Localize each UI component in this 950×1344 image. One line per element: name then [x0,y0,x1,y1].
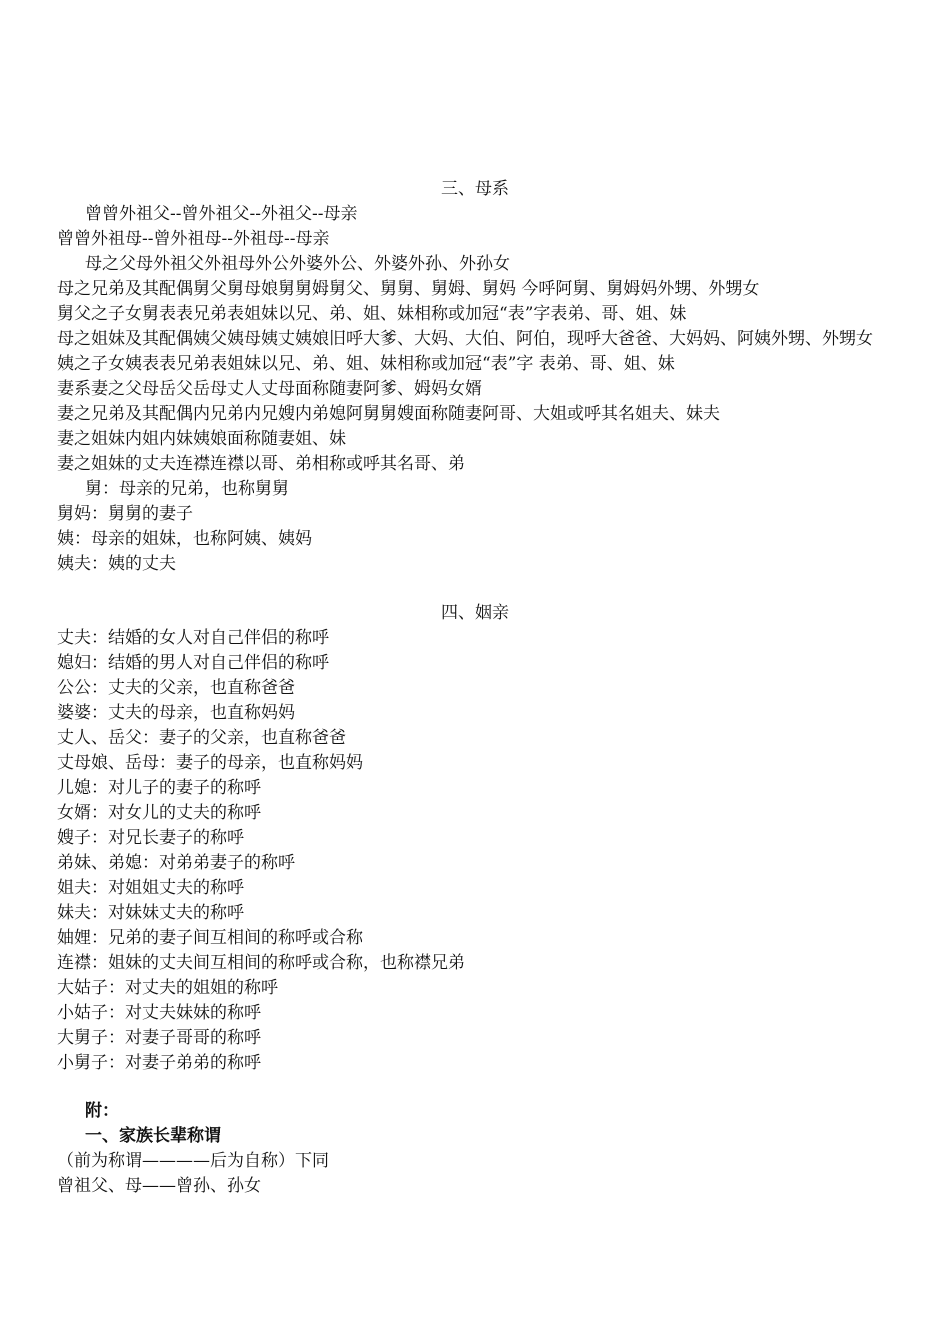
text-line: 曾曾外祖母--曾外祖母--外祖母--母亲 [57,229,330,249]
text-line: 舅妈：舅舅的妻子 [57,504,193,524]
text-line: 母之兄弟及其配偶舅父舅母娘舅舅姆舅父、舅舅、舅姆、舅妈 今呼阿舅、舅姆妈外甥、外甥女 [57,279,760,299]
text-line: 公公：丈夫的父亲，也直称爸爸 [57,678,295,698]
text-line: 弟妹、弟媳：对弟弟妻子的称呼 [57,853,295,873]
appendix-note: （前为称谓————后为自称）下同 [57,1151,329,1171]
section-heading-maternal: 三、母系 [441,179,509,199]
text-line: 儿媳：对儿子的妻子的称呼 [57,778,261,798]
section-heading-in-laws: 四、姻亲 [441,603,509,623]
text-line: 妯娌：兄弟的妻子间互相间的称呼或合称 [57,928,363,948]
text-line: 媳妇：结婚的男人对自己伴侣的称呼 [57,653,329,673]
text-line: 女婿：对女儿的丈夫的称呼 [57,803,261,823]
text-line: 姨之子女姨表表兄弟表姐妹以兄、弟、姐、妹相称或加冠“表”字 表弟、哥、姐、妹 [57,354,675,374]
text-line: 妻系妻之父母岳父岳母丈人丈母面称随妻阿爹、姆妈女婿 [57,379,482,399]
text-line: 姨夫：姨的丈夫 [57,554,176,574]
text-line: 妻之姐妹内姐内妹姨娘面称随妻姐、妹 [57,429,346,449]
text-line: 妻之兄弟及其配偶内兄弟内兄嫂内弟媳阿舅舅嫂面称随妻阿哥、大姐或呼其名姐夫、妹夫 [57,404,720,424]
text-line: 曾祖父、母——曾孙、孙女 [57,1176,261,1196]
text-line: 妹夫：对妹妹丈夫的称呼 [57,903,244,923]
appendix-subheading: 一、家族长辈称谓 [85,1126,221,1146]
text-line: 妻之姐妹的丈夫连襟连襟以哥、弟相称或呼其名哥、弟 [57,454,465,474]
text-line: 连襟：姐妹的丈夫间互相间的称呼或合称，也称襟兄弟 [57,953,465,973]
text-line: 母之父母外祖父外祖母外公外婆外公、外婆外孙、外孙女 [85,254,510,274]
text-line: 婆婆：丈夫的母亲，也直称妈妈 [57,703,295,723]
text-line: 大姑子：对丈夫的姐姐的称呼 [57,978,278,998]
text-line: 姨：母亲的姐妹，也称阿姨、姨妈 [57,529,312,549]
text-line: 丈母娘、岳母：妻子的母亲，也直称妈妈 [57,753,363,773]
text-line: 嫂子：对兄长妻子的称呼 [57,828,244,848]
text-line: 小姑子：对丈夫妹妹的称呼 [57,1003,261,1023]
text-line: 丈夫：结婚的女人对自己伴侣的称呼 [57,628,329,648]
appendix-label: 附： [85,1101,119,1121]
text-line: 曾曾外祖父--曾外祖父--外祖父--母亲 [85,204,358,224]
text-line: 姐夫：对姐姐丈夫的称呼 [57,878,244,898]
text-line: 丈人、岳父：妻子的父亲，也直称爸爸 [57,728,346,748]
text-line: 大舅子：对妻子哥哥的称呼 [57,1028,261,1048]
text-line: 舅：母亲的兄弟，也称舅舅 [85,479,289,499]
text-line: 小舅子：对妻子弟弟的称呼 [57,1053,261,1073]
text-line: 母之姐妹及其配偶姨父姨母姨丈姨娘旧呼大爹、大妈、大伯、阿伯，现呼大爸爸、大妈妈、阿姨外甥、外甥女 [57,329,873,349]
text-line: 舅父之子女舅表表兄弟表姐妹以兄、弟、姐、妹相称或加冠“表”字表弟、哥、姐、妹 [57,304,687,324]
